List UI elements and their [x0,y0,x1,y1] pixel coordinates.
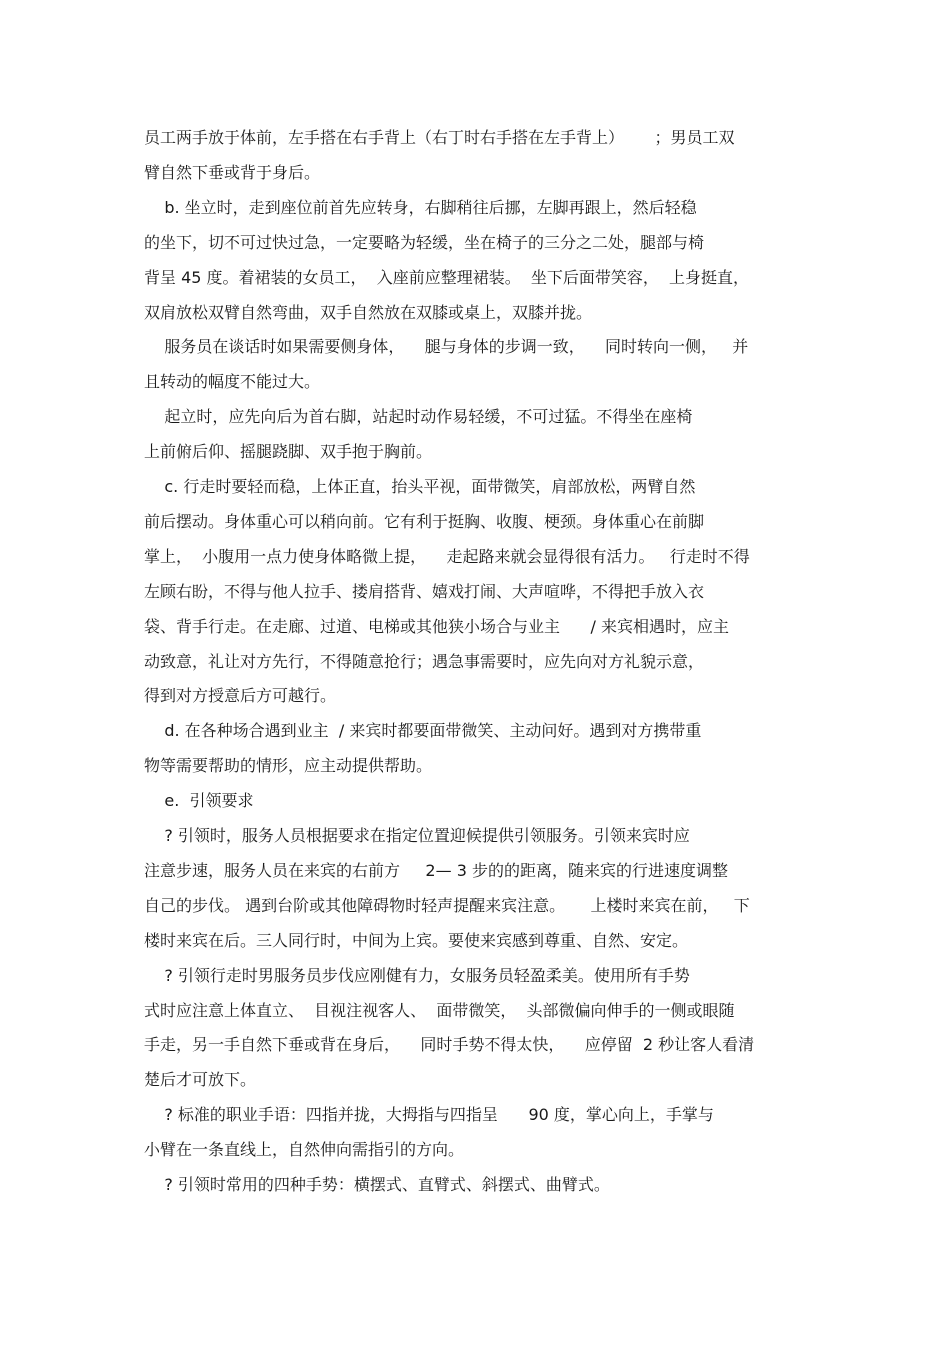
text-line: 起立时，应先向后为首右脚，站起时动作易轻缓，不可过猛。不得坐在座椅 [144,407,693,427]
text-line: 双肩放松双臂自然弯曲，双手自然放在双膝或桌上，双膝并拢。 [144,302,593,322]
text-line: d. 在各种场合遇到业主 / 来宾时都要面带微笑、主动问好。遇到对方携带重 [144,721,702,741]
text-line: ? 标准的职业手语：四指并拢，大拇指与四指呈 90 度，掌心向上，手掌与 [144,1105,714,1125]
text-line: 臂自然下垂或背于身后。 [144,162,321,182]
text-line: 上前俯后仰、摇腿跷脚、双手抱于胸前。 [144,442,433,462]
text-line: c. 行走时要轻而稳，上体正直，抬头平视，面带微笑，肩部放松，两臂自然 [144,477,696,496]
text-line: 袋、背手行走。在走廊、过道、电梯或其他狭小场合与业主 / 来宾相遇时，应主 [144,616,729,636]
text-line: 楚后才可放下。 [144,1070,257,1090]
text-line: 物等需要帮助的情形，应主动提供帮助。 [144,756,433,776]
text-line: 左顾右盼，不得与他人拉手、搂肩搭背、嬉戏打闹、大声喧哗，不得把手放入衣 [144,581,705,601]
text-line: 背呈 45 度。着裙装的女员工， 入座前应整理裙装。 坐下后面带笑容， 上身挺直， [144,267,750,287]
text-line: ? 引领时，服务人员根据要求在指定位置迎候提供引领服务。引领来宾时应 [144,826,690,845]
text-line: e. 引领要求 [144,791,254,811]
text-line: 服务员在谈话时如果需要侧身体， 腿与身体的步调一致， 同时转向一侧， 并 [144,337,749,357]
text-line: 自己的步伐。 遇到台阶或其他障碍物时轻声提醒来宾注意。 上楼时来宾在前， 下 [144,895,750,915]
text-line: 动致意，礼让对方先行，不得随意抢行；遇急事需要时，应先向对方礼貌示意， [144,651,705,671]
text-line: 式时应注意上体直立、 目视注视客人、 面带微笑， 头部微偏向伸手的一侧或眼随 [144,1000,735,1020]
text-line: ? 引领时常用的四种手势：横摆式、直臂式、斜摆式、曲臂式。 [144,1175,610,1194]
text-line: 得到对方授意后方可越行。 [144,686,337,706]
text-line: 手走，另一手自然下垂或背在身后， 同时手势不得太快， 应停留 2 秒让客人看清 [144,1035,755,1055]
text-line: 小臂在一条直线上，自然伸向需指引的方向。 [144,1140,465,1160]
text-line: 楼时来宾在后。三人同行时，中间为上宾。要使来宾感到尊重、自然、安定。 [144,930,689,950]
text-line: 的坐下，切不可过快过急，一定要略为轻缓，坐在椅子的三分之二处，腿部与椅 [144,232,705,252]
text-line: 前后摆动。身体重心可以稍向前。它有利于挺胸、收腹、梗颈。身体重心在前脚 [144,511,705,531]
text-line: b. 坐立时，走到座位前首先应转身，右脚稍往后挪，左脚再跟上，然后轻稳 [144,197,697,217]
text-line: 员工两手放于体前，左手搭在右手背上（右丁时右手搭在左手背上） ；男员工双 [144,128,735,147]
text-line: 注意步速，服务人员在来宾的右前方 2— 3 步的的距离，随来宾的行进速度调整 [144,860,728,880]
text-line: 掌上， 小腹用一点力使身体略微上提， 走起路来就会显得很有活力。 行走时不得 [144,546,750,566]
text-line: 且转动的幅度不能过大。 [144,372,321,392]
text-line: ? 引领行走时男服务员步伐应刚健有力，女服务员轻盈柔美。使用所有手势 [144,965,690,985]
